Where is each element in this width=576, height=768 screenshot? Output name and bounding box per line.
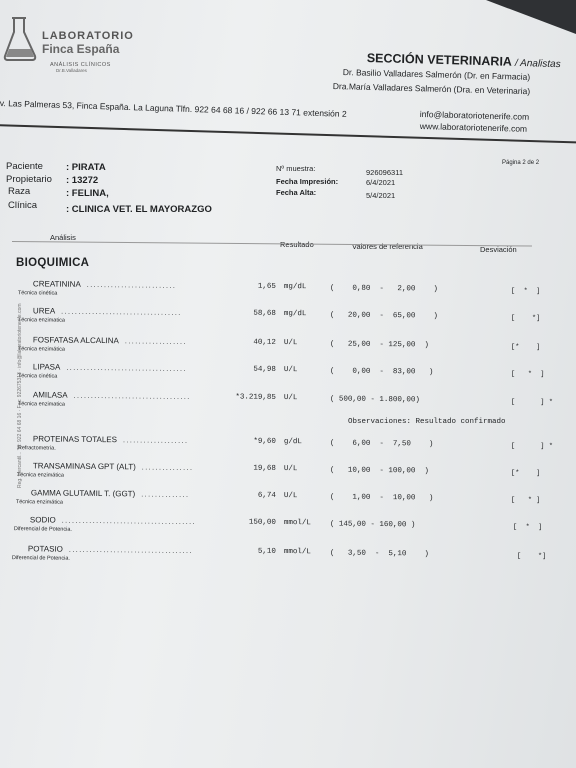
muestra-label: Nº muestra: (276, 164, 316, 173)
technique: Técnica enzimática (15, 499, 63, 506)
analyte-name: LIPASA (32, 362, 61, 372)
result-unit: mmol/L (283, 547, 311, 557)
reference-range: ( 6,00 - 7,50 ) (329, 439, 434, 449)
analyte-name: UREA (32, 306, 56, 316)
technique: Técnica enzimatica (17, 401, 65, 408)
leader-dots: ................................... (61, 308, 182, 317)
paciente-label: Paciente (6, 161, 43, 172)
reference-range: ( 1,00 - 10,00 ) (329, 493, 434, 503)
analyte-name: GAMMA GLUTAMIL T. (GGT) (30, 488, 136, 499)
analyte-name-cell (33, 279, 177, 290)
analyte-name-cell (33, 362, 187, 373)
result-value: 54,98 (253, 365, 276, 374)
technique: Técnica cinética (17, 373, 58, 380)
result-unit: mg/dL (283, 282, 307, 292)
result-value: *9,60 (253, 437, 276, 446)
raza-label: Raza (8, 186, 31, 197)
deviation-marker: [ ] * (510, 398, 553, 407)
section-role: / Analistas (514, 57, 561, 71)
page-number: Página 2 de 2 (502, 160, 540, 166)
result-value: 19,68 (253, 464, 276, 473)
technique: Técnica enzimática (16, 472, 64, 479)
analyte-name: PROTEINAS TOTALES (32, 434, 118, 445)
analyte-name-cell (33, 306, 182, 317)
deviation-marker: [ * ] (510, 496, 541, 505)
result-unit: mg/dL (283, 309, 307, 319)
table-row (0, 515, 576, 547)
impresion-value: 6/4/2021 (366, 178, 396, 187)
side-print-text: Reg. Mercantil... Tlf: 922 64 68 16 · Fax: 922675313 · info@laboratoriotenerife.com (17, 303, 23, 488)
result-unit: U/L (283, 338, 298, 348)
section-title: SECCIÓN VETERINARIA (366, 51, 512, 69)
analyte-name-cell (31, 488, 190, 499)
result-value: *3.219,85 (235, 393, 276, 402)
analyte-name-cell (33, 390, 191, 401)
reference-range: ( 500,00 - 1.800,00) (329, 395, 420, 405)
technique: Técnica enzimática (17, 346, 65, 353)
leader-dots: .................................. (73, 392, 191, 401)
observaciones: Observaciones: Resultado confirmado (348, 418, 506, 426)
deviation-marker: [ *] (510, 314, 541, 323)
reference-range: ( 20,00 - 65,00 ) (329, 311, 438, 321)
lab-subname: Finca España (42, 42, 120, 56)
muestra-value: 926096311 (366, 168, 403, 177)
lab-name: LABORATORIO (42, 30, 134, 42)
paciente-value: : PIRATA (66, 162, 106, 173)
analyte-name: TRANSAMINASA GPT (ALT) (32, 461, 136, 472)
result-value: 1,65 (257, 282, 276, 291)
technique: Refractometría. (17, 445, 56, 452)
result-unit: U/L (283, 365, 298, 375)
section-bioquimica: BIOQUIMICA (16, 257, 90, 269)
leader-dots: ............... (141, 464, 194, 473)
result-value: 150,00 (248, 518, 276, 527)
impresion-label: Fecha Impresión: (276, 177, 339, 186)
table-row (0, 306, 576, 338)
alta-value: 5/4/2021 (366, 191, 396, 200)
vet-doctor-2: Dra.María Valladares Salmerón (Dra. en Veterinaria) (332, 81, 531, 97)
analyte-name: FOSFATASA ALCALINA (32, 335, 119, 346)
technique: Diferencial de Potencia. (11, 555, 70, 562)
analyte-name: CREATININA (32, 279, 81, 289)
result-unit: U/L (283, 464, 298, 474)
technique: Técnica enzimatica (17, 317, 65, 324)
result-value: 6,74 (257, 491, 276, 500)
analyte-name-cell (28, 544, 193, 555)
table-row (0, 362, 576, 394)
analyte-name: AMILASA (32, 390, 68, 400)
raza-value: : FELINA, (66, 188, 109, 199)
technique: Técnica cinética (17, 290, 58, 297)
deviation-marker: [ * ] (512, 523, 543, 532)
leader-dots: ................... (122, 437, 189, 445)
analyte-name-cell (30, 515, 196, 526)
result-unit: U/L (283, 491, 298, 501)
deviation-marker: [* ] (510, 343, 541, 352)
column-valores: Valores de referencia (352, 242, 423, 251)
result-unit: mmol/L (283, 518, 311, 528)
analyte-name-cell (33, 335, 187, 346)
reference-range: ( 0,00 - 83,00 ) (329, 367, 434, 377)
result-unit: g/dL (283, 437, 302, 447)
analyte-name-cell (33, 461, 194, 472)
leader-dots: .................................... (68, 546, 193, 556)
result-unit: U/L (283, 393, 298, 403)
leader-dots: .................. (124, 338, 187, 346)
result-value: 5,10 (257, 547, 276, 556)
clinica-label: Clínica (8, 200, 38, 211)
analyte-name: SODIO (29, 515, 56, 525)
side-print (0, 285, 23, 585)
propietario-value: : 13272 (66, 175, 99, 186)
leader-dots: ....................................... (61, 517, 197, 527)
leader-dots: ................................... (66, 364, 187, 373)
technique: Diferencial de Potencia. (13, 526, 72, 533)
columns-divider (12, 241, 532, 247)
clinica-value: : CLINICA VET. EL MAYORAZGO (66, 204, 212, 215)
background-corner (486, 0, 576, 34)
deviation-marker: [ ] * (510, 442, 553, 451)
lab-website: www.laboratoriotenerife.com (419, 121, 528, 134)
column-resultado: Resultado (280, 240, 314, 249)
section-heading (367, 51, 561, 70)
reference-range: ( 25,00 - 125,00 ) (329, 340, 429, 350)
deviation-marker: [ * ] (510, 287, 541, 296)
propietario-label: Propietario (6, 174, 52, 185)
reference-range: ( 0,80 - 2,00 ) (329, 284, 438, 294)
analyte-name-cell (33, 434, 189, 445)
result-value: 58,68 (253, 309, 276, 318)
reference-range: ( 145,00 - 160,00 ) (329, 520, 416, 530)
leader-dots: .......................... (86, 281, 177, 290)
alta-label: Fecha Alta: (276, 188, 317, 197)
lab-address: v. Las Palmeras 53, Finca España. La Laguna Tlfn. 922 64 68 16 / 922 66 13 71 extensión 2 (0, 98, 347, 119)
lab-analisis: ANÁLISIS CLÍNICOS (50, 62, 111, 68)
table-row (0, 544, 576, 576)
leader-dots: .............. (141, 491, 190, 499)
vet-doctor-1: Dr. Basilio Valladares Salmerón (Dr. en Farmacia) (342, 67, 531, 82)
flask-logo-icon (2, 16, 38, 62)
deviation-marker: [ * ] (510, 370, 545, 379)
column-analisis: Análisis (50, 233, 76, 242)
reference-range: ( 3,50 - 5,10 ) (329, 549, 429, 559)
column-desviacion: Desviación (480, 245, 517, 254)
deviation-marker: [ *] (516, 552, 547, 561)
analyte-name: POTASIO (27, 544, 63, 554)
lab-doctor: Dr.B.Valladares (56, 68, 87, 73)
result-value: 40,12 (253, 338, 276, 347)
reference-range: ( 10,00 - 100,00 ) (329, 466, 429, 476)
deviation-marker: [* ] (510, 469, 541, 478)
lab-email: info@laboratoriotenerife.com (419, 109, 530, 122)
